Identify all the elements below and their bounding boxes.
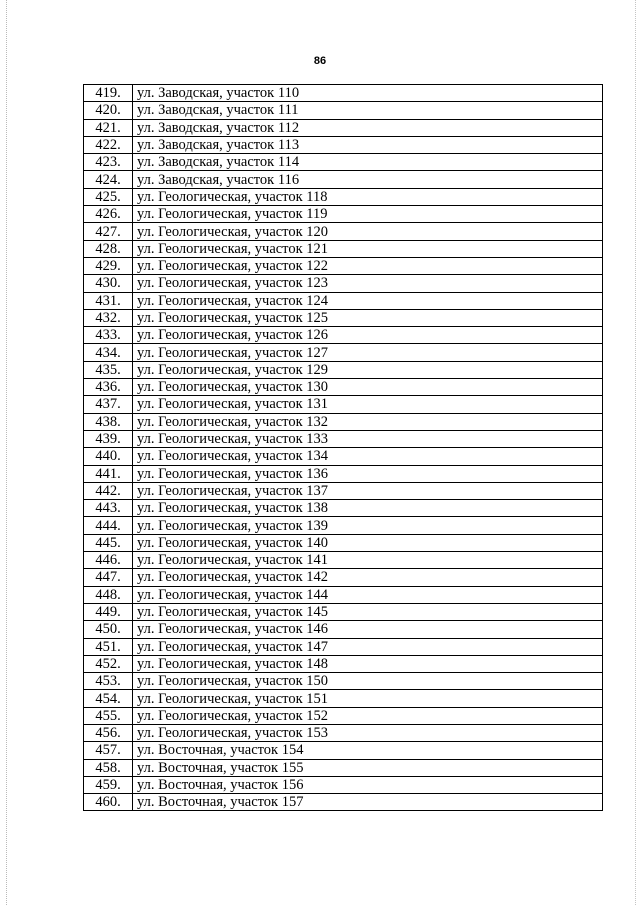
plots-table-body (84, 85, 603, 811)
row-number: 453. (84, 673, 133, 690)
row-address: ул. Заводская, участок 116 (133, 171, 603, 188)
scan-edge-left (6, 0, 7, 905)
row-address: ул. Восточная, участок 156 (133, 776, 603, 793)
scan-edge-right (635, 0, 636, 905)
row-number: 439. (84, 430, 133, 447)
row-address: ул. Геологическая, участок 152 (133, 707, 603, 724)
row-address: ул. Геологическая, участок 121 (133, 240, 603, 257)
row-number: 459. (84, 776, 133, 793)
row-number: 456. (84, 724, 133, 741)
row-address: ул. Геологическая, участок 118 (133, 188, 603, 205)
row-address: ул. Геологическая, участок 124 (133, 292, 603, 309)
table-row (84, 206, 603, 223)
row-number: 440. (84, 448, 133, 465)
row-address: ул. Геологическая, участок 129 (133, 361, 603, 378)
row-number: 433. (84, 327, 133, 344)
row-number: 420. (84, 102, 133, 119)
row-address: ул. Геологическая, участок 142 (133, 569, 603, 586)
row-address: ул. Заводская, участок 111 (133, 102, 603, 119)
row-number: 436. (84, 379, 133, 396)
row-address: ул. Заводская, участок 113 (133, 136, 603, 153)
table-row (84, 690, 603, 707)
table-row (84, 327, 603, 344)
table-row (84, 534, 603, 551)
row-address: ул. Геологическая, участок 150 (133, 673, 603, 690)
table-row (84, 552, 603, 569)
table-row (84, 344, 603, 361)
table-row (84, 292, 603, 309)
row-address: ул. Геологическая, участок 130 (133, 379, 603, 396)
row-number: 429. (84, 257, 133, 274)
row-number: 452. (84, 655, 133, 672)
row-number: 423. (84, 154, 133, 171)
row-number: 442. (84, 482, 133, 499)
table-row (84, 119, 603, 136)
row-address: ул. Геологическая, участок 132 (133, 413, 603, 430)
table-row (84, 724, 603, 741)
row-address: ул. Геологическая, участок 137 (133, 482, 603, 499)
table-row (84, 776, 603, 793)
row-address: ул. Геологическая, участок 126 (133, 327, 603, 344)
row-address: ул. Геологическая, участок 138 (133, 500, 603, 517)
row-number: 430. (84, 275, 133, 292)
table-row (84, 379, 603, 396)
table-row (84, 275, 603, 292)
row-address: ул. Заводская, участок 114 (133, 154, 603, 171)
row-number: 425. (84, 188, 133, 205)
table-row (84, 413, 603, 430)
row-number: 457. (84, 742, 133, 759)
plots-table (83, 84, 603, 811)
row-number: 444. (84, 517, 133, 534)
row-number: 419. (84, 85, 133, 102)
table-row (84, 569, 603, 586)
row-number: 458. (84, 759, 133, 776)
row-number: 428. (84, 240, 133, 257)
row-number: 450. (84, 621, 133, 638)
row-number: 432. (84, 309, 133, 326)
row-address: ул. Геологическая, участок 145 (133, 603, 603, 620)
row-address: ул. Геологическая, участок 133 (133, 430, 603, 447)
table-row (84, 638, 603, 655)
row-number: 455. (84, 707, 133, 724)
row-number: 434. (84, 344, 133, 361)
row-address: ул. Восточная, участок 154 (133, 742, 603, 759)
row-number: 460. (84, 794, 133, 811)
row-number: 451. (84, 638, 133, 655)
row-address: ул. Геологическая, участок 122 (133, 257, 603, 274)
row-address: ул. Геологическая, участок 120 (133, 223, 603, 240)
row-number: 438. (84, 413, 133, 430)
row-number: 443. (84, 500, 133, 517)
table-row (84, 482, 603, 499)
row-number: 431. (84, 292, 133, 309)
row-address: ул. Геологическая, участок 141 (133, 552, 603, 569)
row-address: ул. Геологическая, участок 131 (133, 396, 603, 413)
row-number: 424. (84, 171, 133, 188)
table-row (84, 85, 603, 102)
table-row (84, 430, 603, 447)
row-number: 446. (84, 552, 133, 569)
row-address: ул. Геологическая, участок 153 (133, 724, 603, 741)
table-row (84, 223, 603, 240)
row-number: 448. (84, 586, 133, 603)
row-number: 449. (84, 603, 133, 620)
row-address: ул. Восточная, участок 155 (133, 759, 603, 776)
row-number: 421. (84, 119, 133, 136)
table-row (84, 154, 603, 171)
table-row (84, 396, 603, 413)
row-number: 427. (84, 223, 133, 240)
table-row (84, 586, 603, 603)
table-row (84, 361, 603, 378)
row-number: 445. (84, 534, 133, 551)
row-address: ул. Геологическая, участок 151 (133, 690, 603, 707)
row-number: 447. (84, 569, 133, 586)
table-row (84, 707, 603, 724)
row-address: ул. Геологическая, участок 123 (133, 275, 603, 292)
row-address: ул. Геологическая, участок 144 (133, 586, 603, 603)
table-row (84, 621, 603, 638)
table-row (84, 655, 603, 672)
table-row (84, 257, 603, 274)
row-address: ул. Геологическая, участок 139 (133, 517, 603, 534)
table-row (84, 465, 603, 482)
row-address: ул. Заводская, участок 110 (133, 85, 603, 102)
table-row (84, 448, 603, 465)
table-row (84, 517, 603, 534)
table-row (84, 171, 603, 188)
table-row (84, 500, 603, 517)
row-number: 422. (84, 136, 133, 153)
table-row (84, 136, 603, 153)
row-address: ул. Геологическая, участок 146 (133, 621, 603, 638)
row-address: ул. Восточная, участок 157 (133, 794, 603, 811)
table-row (84, 240, 603, 257)
table-row (84, 759, 603, 776)
row-address: ул. Заводская, участок 112 (133, 119, 603, 136)
row-address: ул. Геологическая, участок 140 (133, 534, 603, 551)
table-row (84, 188, 603, 205)
page-number: 86 (313, 55, 327, 67)
table-row (84, 102, 603, 119)
table-row (84, 309, 603, 326)
row-address: ул. Геологическая, участок 147 (133, 638, 603, 655)
table-row (84, 603, 603, 620)
row-number: 435. (84, 361, 133, 378)
table-row (84, 673, 603, 690)
row-address: ул. Геологическая, участок 125 (133, 309, 603, 326)
row-address: ул. Геологическая, участок 148 (133, 655, 603, 672)
row-number: 441. (84, 465, 133, 482)
row-number: 454. (84, 690, 133, 707)
row-address: ул. Геологическая, участок 134 (133, 448, 603, 465)
row-address: ул. Геологическая, участок 119 (133, 206, 603, 223)
table-row (84, 742, 603, 759)
row-number: 437. (84, 396, 133, 413)
table-row (84, 794, 603, 811)
row-number: 426. (84, 206, 133, 223)
row-address: ул. Геологическая, участок 127 (133, 344, 603, 361)
row-address: ул. Геологическая, участок 136 (133, 465, 603, 482)
